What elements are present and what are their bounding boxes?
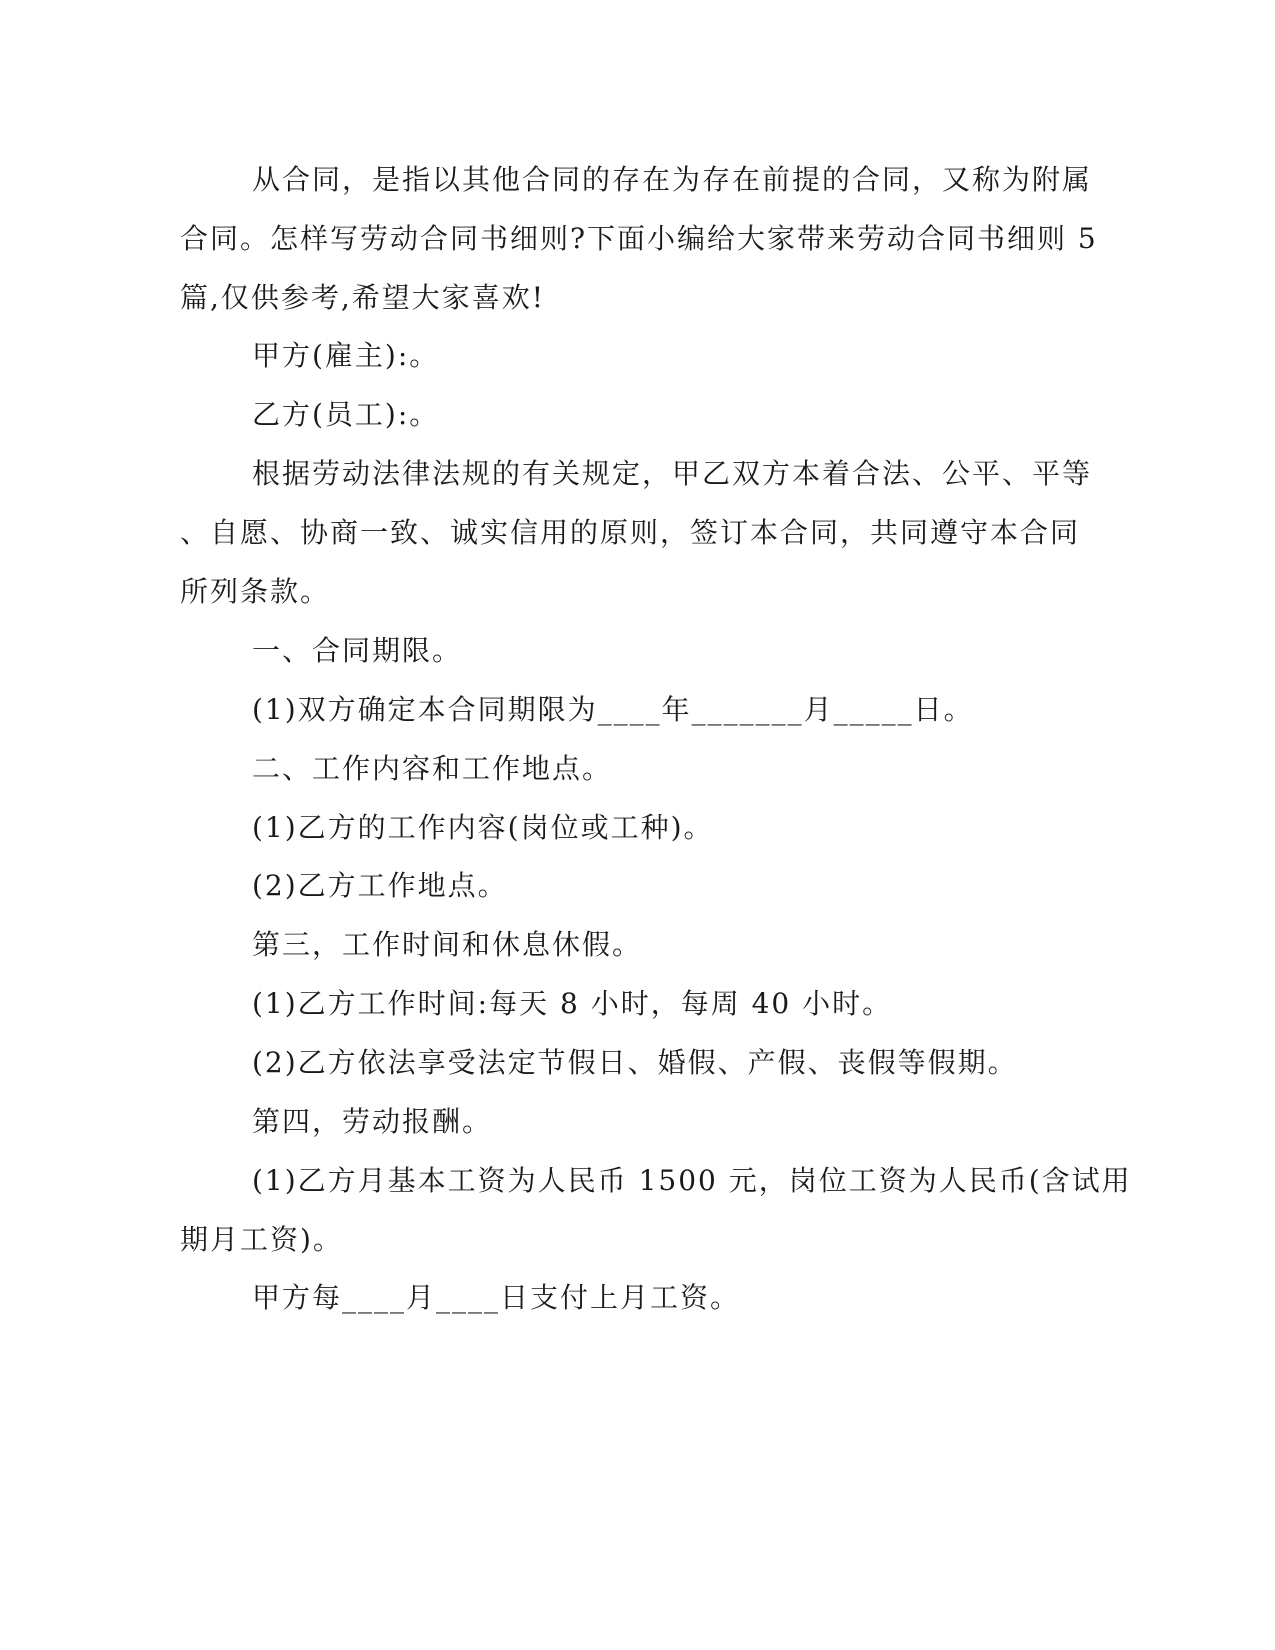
section-2-item-2: (2)乙方工作地点。 (252, 869, 508, 902)
section-1-heading: 一、合同期限。 (252, 634, 463, 667)
intro-line-2: 合同。怎样写劳动合同书细则?下面小编给大家带来劳动合同书细则 5 (180, 222, 1098, 255)
section-2-heading: 二、工作内容和工作地点。 (252, 752, 613, 785)
party-a-line: 甲方(雇主):。 (252, 339, 440, 372)
section-4-item-1-line-2: 期月工资)。 (180, 1223, 343, 1256)
preamble-line-1: 根据劳动法律法规的有关规定，甲乙双方本着合法、公平、平等 (252, 457, 1093, 490)
section-2-item-1: (1)乙方的工作内容(岗位或工种)。 (252, 811, 714, 844)
preamble-line-3: 所列条款。 (180, 575, 331, 608)
intro-line-1: 从合同，是指以其他合同的存在为存在前提的合同，又称为附属 (252, 163, 1093, 196)
section-4-heading: 第四，劳动报酬。 (252, 1105, 493, 1138)
section-4-payment-line: 甲方每____月____日支付上月工资。 (252, 1281, 741, 1314)
intro-line-3: 篇,仅供参考,希望大家喜欢! (180, 281, 546, 314)
section-3-item-1: (1)乙方工作时间:每天 8 小时，每周 40 小时。 (252, 987, 893, 1020)
section-3-heading: 第三，工作时间和休息休假。 (252, 928, 643, 961)
section-1-item-1: (1)双方确定本合同期限为____年_______月_____日。 (252, 693, 974, 726)
section-4-item-1-line-1: (1)乙方月基本工资为人民币 1500 元，岗位工资为人民币(含试用 (252, 1164, 1132, 1197)
section-3-item-2: (2)乙方依法享受法定节假日、婚假、产假、丧假等假期。 (252, 1046, 1018, 1079)
preamble-line-2: 、自愿、协商一致、诚实信用的原则，签订本合同，共同遵守本合同 (180, 516, 1081, 549)
party-b-line: 乙方(员工):。 (252, 398, 440, 431)
